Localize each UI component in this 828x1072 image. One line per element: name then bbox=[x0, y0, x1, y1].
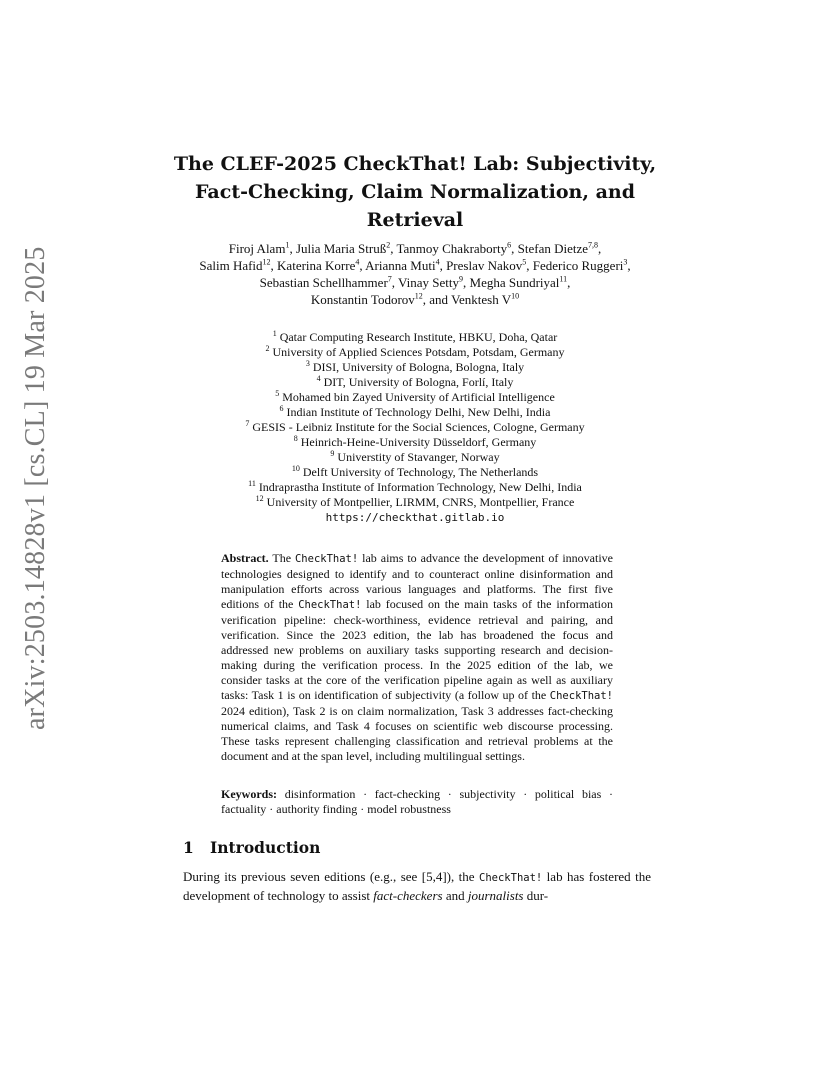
affiliation-number: 4 bbox=[316, 374, 321, 383]
affiliation-number: 11 bbox=[248, 479, 256, 488]
author-separator: , bbox=[359, 258, 366, 273]
affiliation-number: 7 bbox=[245, 419, 250, 428]
title-line: The CLEF-2025 CheckThat! Lab: Subjectivity, bbox=[173, 153, 657, 175]
affiliation-number: 2 bbox=[265, 344, 270, 353]
text-run: and bbox=[442, 888, 468, 903]
abstract-body bbox=[221, 551, 613, 763]
affiliation-item bbox=[180, 480, 650, 495]
text-run: lab has fostered the development of technology to assist bbox=[183, 869, 651, 903]
section-heading-introduction bbox=[183, 838, 320, 857]
author-name: Vinay Setty bbox=[398, 275, 460, 290]
author-separator: , bbox=[390, 241, 397, 256]
affiliation-text: Heinrich-Heine-University Düsseldorf, Germany bbox=[297, 435, 537, 449]
affiliation-number: 5 bbox=[275, 389, 280, 398]
abstract-label: Abstract. bbox=[221, 551, 269, 565]
affiliation-text: GESIS - Leibniz Institute for the Social Sciences, Cologne, Germany bbox=[249, 420, 585, 434]
author-affiliation-mark: 5 bbox=[522, 257, 527, 267]
section-title: Introduction bbox=[210, 838, 321, 857]
paper-title bbox=[160, 150, 670, 234]
affiliation-text: DISI, University of Bologna, Bologna, Italy bbox=[309, 360, 525, 374]
keywords-label: Keywords: bbox=[221, 787, 277, 801]
author-affiliation-mark: 12 bbox=[262, 257, 271, 267]
author-name: Venktesh V bbox=[451, 292, 512, 307]
section-number: 1 bbox=[183, 838, 194, 857]
text-run: dur- bbox=[523, 888, 549, 903]
lab-name-code: CheckThat! bbox=[298, 599, 362, 611]
author-separator: , bbox=[463, 275, 470, 290]
abstract bbox=[221, 551, 613, 764]
author-name: Julia Maria Struß bbox=[295, 241, 387, 256]
author-affiliation-mark: 6 bbox=[507, 240, 512, 250]
author-separator: , bbox=[627, 258, 631, 273]
author-name: Preslav Nakov bbox=[446, 258, 523, 273]
affiliation-list bbox=[180, 330, 650, 526]
affiliation-text: Indraprastha Institute of Information Technology, New Delhi, India bbox=[255, 480, 582, 494]
affiliation-number: 1 bbox=[272, 329, 277, 338]
affiliation-item bbox=[180, 360, 650, 375]
affiliation-text: University of Montpellier, LIRMM, CNRS, Montpellier, France bbox=[263, 495, 575, 509]
affiliation-text: Universtity of Stavanger, Norway bbox=[334, 450, 500, 464]
author-separator: , bbox=[511, 241, 518, 256]
affiliation-item bbox=[180, 330, 650, 345]
affiliation-text: Delft University of Technology, The Netherlands bbox=[299, 465, 539, 479]
author-name: Federico Ruggeri bbox=[532, 258, 624, 273]
affiliation-item bbox=[180, 405, 650, 420]
affiliation-item bbox=[180, 450, 650, 465]
author-separator: , and bbox=[422, 292, 452, 307]
text-run: lab focused on the main tasks of the information verification pipeline: check-worthiness, evidence retrieval and pairing, and verification. Since the 2023 edition, the lab has broadened the focus and addressed new problems on auxiliary tasks supporting research and decision-making during the verification process. In the 2025 edition of the lab, we consider tasks at the core of the verification pipeline again as well as auxiliary tasks: Task 1 is on identification of subjectivity (a follow up of the bbox=[221, 597, 613, 702]
affiliation-number: 10 bbox=[291, 464, 300, 473]
keywords bbox=[221, 787, 613, 817]
author-name: Konstantin Todorov bbox=[310, 292, 415, 307]
affiliation-text: DIT, University of Bologna, Forlí, Italy bbox=[320, 375, 514, 389]
introduction-paragraph bbox=[183, 868, 651, 904]
author-name: Katerina Korre bbox=[277, 258, 356, 273]
author-affiliation-mark: 4 bbox=[435, 257, 440, 267]
author-separator: , bbox=[598, 241, 602, 256]
affiliation-item bbox=[180, 390, 650, 405]
emphasis-text: fact-checkers bbox=[373, 888, 443, 903]
lab-name-code: CheckThat! bbox=[294, 553, 359, 565]
author-affiliation-mark: 3 bbox=[623, 257, 628, 267]
author-affiliation-mark: 11 bbox=[559, 274, 568, 284]
author-name: Stefan Dietze bbox=[517, 241, 589, 256]
author-name: Firoj Alam bbox=[228, 241, 286, 256]
affiliation-text: Qatar Computing Research Institute, HBKU, Doha, Qatar bbox=[276, 330, 558, 344]
author-separator: , bbox=[526, 258, 533, 273]
author-affiliation-mark: 1 bbox=[285, 240, 290, 250]
author-name: Tanmoy Chakraborty bbox=[396, 241, 508, 256]
author-affiliation-mark: 7,8 bbox=[588, 240, 599, 250]
author-name: Megha Sundriyal bbox=[469, 275, 560, 290]
author-affiliation-mark: 9 bbox=[459, 274, 464, 284]
affiliation-text: Indian Institute of Technology Delhi, New Delhi, India bbox=[283, 405, 551, 419]
affiliation-item bbox=[180, 465, 650, 480]
author-separator: , bbox=[439, 258, 447, 273]
affiliation-item bbox=[180, 435, 650, 450]
author-separator: , bbox=[391, 275, 399, 290]
author-separator: , bbox=[289, 241, 296, 256]
text-run: The bbox=[268, 551, 295, 565]
author-separator: , bbox=[567, 275, 571, 290]
emphasis-text: journalists bbox=[467, 888, 524, 903]
affiliation-item bbox=[180, 420, 650, 435]
text-run: 2024 edition), Task 2 is on claim normalization, Task 3 addresses fact-checking numerical claims, and Task 4 focuses on scientific web discourse processing. These tasks represent challenging classification and retrieval problems at the document and at the span level, including multilingual settings. bbox=[221, 704, 613, 763]
affiliation-number: 9 bbox=[330, 449, 335, 458]
affiliation-item bbox=[180, 345, 650, 360]
affiliation-number: 8 bbox=[293, 434, 298, 443]
author-affiliation-mark: 10 bbox=[511, 291, 520, 301]
affiliation-text: University of Applied Sciences Potsdam, Potsdam, Germany bbox=[269, 345, 565, 359]
affiliation-number: 6 bbox=[279, 404, 284, 413]
affiliation-number: 3 bbox=[305, 359, 310, 368]
title-line: Fact-Checking, Claim Normalization, and bbox=[194, 181, 635, 203]
author-list bbox=[180, 240, 650, 308]
text-run: During its previous seven editions (e.g., see [5,4]), the bbox=[183, 869, 480, 884]
keywords-text: disinformation · fact-checking · subjectivity · political bias · factuality · authority finding · model robustness bbox=[221, 787, 613, 816]
affiliation-number: 12 bbox=[255, 494, 264, 503]
arxiv-identifier: arXiv:2503.14828v1 [cs.CL] 19 Mar 2025 bbox=[20, 246, 51, 730]
affiliation-text: Mohamed bin Zayed University of Artificial Intelligence bbox=[279, 390, 555, 404]
author-name: Arianna Muti bbox=[365, 258, 436, 273]
title-line: Retrieval bbox=[366, 209, 464, 231]
author-affiliation-mark: 7 bbox=[387, 274, 392, 284]
author-name: Salim Hafid bbox=[199, 258, 263, 273]
affiliation-item bbox=[180, 375, 650, 390]
author-affiliation-mark: 2 bbox=[386, 240, 391, 250]
text-run: lab aims to advance the development of innovative technologies designed to identify and to counteract online disinformation and manipulation efforts across various languages and platforms. The first five editions of the bbox=[221, 551, 613, 611]
author-affiliation-mark: 12 bbox=[414, 291, 423, 301]
affiliation-item bbox=[180, 495, 650, 510]
author-separator: , bbox=[270, 258, 278, 273]
author-name: Sebastian Schellhammer bbox=[259, 275, 388, 290]
lab-website-link[interactable]: https://checkthat.gitlab.io bbox=[325, 511, 505, 524]
lab-name-code: CheckThat! bbox=[549, 690, 613, 702]
lab-name-code: CheckThat! bbox=[479, 872, 543, 884]
author-affiliation-mark: 4 bbox=[355, 257, 360, 267]
